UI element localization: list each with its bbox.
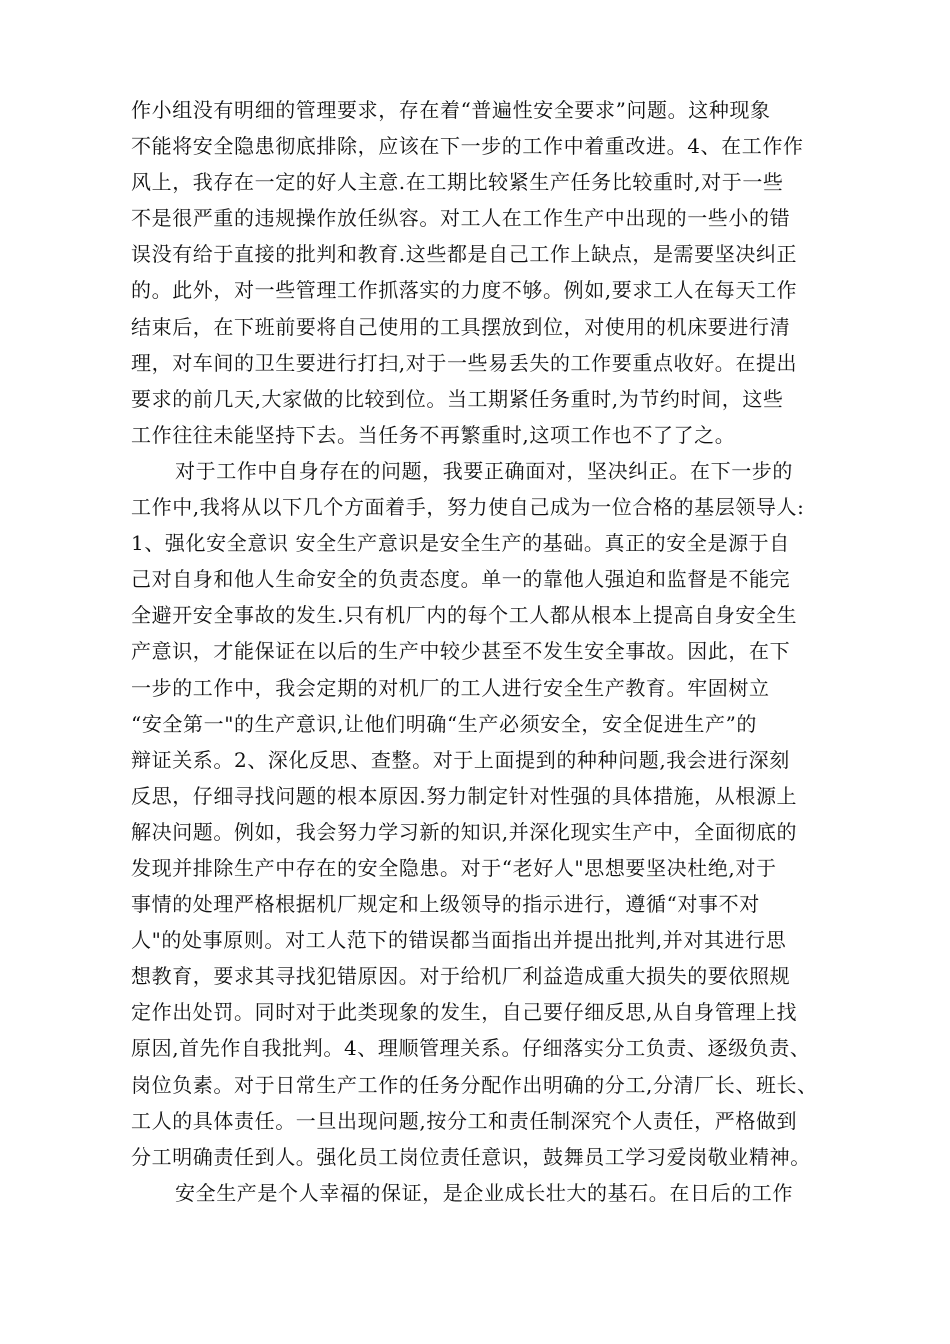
text-line: 产意识，才能保证在以后的生产中较少甚至不发生安全事故。因此，在下 [131, 639, 791, 664]
text-line: 全避开安全事故的发生.只有机厂内的每个工人都从根本上提高自身安全生 [131, 603, 798, 628]
text-line: 工作中,我将从以下几个方面着手，努力使自己成为一位合格的基层领导人: [131, 495, 805, 520]
text-line: “安全第一"的生产意识,让他们明确“生产必须安全，安全促进生产”的 [131, 711, 758, 736]
text-line: 分工明确责任到人。强化员工岗位责任意识，鼓舞员工学习爱岗敬业精神。 [131, 1144, 811, 1169]
text-line: 的。此外，对一些管理工作抓落实的力度不够。例如,要求工人在每天工作 [131, 278, 798, 303]
text-line: 不是很严重的违规操作放任纵容。对工人在工作生产中出现的一些小的错 [131, 206, 791, 231]
text-line: 解决问题。例如，我会努力学习新的知识,并深化现实生产中，全面彻底的 [131, 819, 798, 844]
text-line: 工人的具体责任。一旦出现问题,按分工和责任制深究个人责任，严格做到 [131, 1108, 798, 1133]
text-line: 不能将安全隐患彻底排除，应该在下一步的工作中着重改进。4、在工作作 [131, 134, 804, 159]
text-line: 理，对车间的卫生要进行打扫,对于一些易丢失的工作要重点收好。在提出 [131, 350, 798, 375]
text-line: 事情的处理严格根据机厂规定和上级领导的指示进行，遵循“对事不对 [131, 892, 760, 917]
text-line: 己对自身和他人生命安全的负责态度。单一的靠他人强迫和监督是不能完 [131, 567, 791, 592]
text-line: 发现并排除生产中存在的安全隐患。对于“老好人"思想要坚决杜绝,对于 [131, 855, 777, 880]
text-line: 结束后，在下班前要将自己使用的工具摆放到位，对使用的机床要进行清 [131, 314, 791, 339]
text-line: 定作出处罚。同时对于此类现象的发生，自己要仔细反思,从自身管理上找 [131, 1000, 798, 1025]
text-line: 对于工作中自身存在的问题，我要正确面对，坚决纠正。在下一步的 [175, 458, 793, 483]
text-line: 一步的工作中，我会定期的对机厂的工人进行安全生产教育。牢固树立 [131, 675, 770, 700]
text-line: 安全生产是个人幸福的保证，是企业成长壮大的基石。在日后的工作 [175, 1180, 793, 1205]
text-line: 辩证关系。2、深化反思、查整。对于上面提到的种种问题,我会进行深刻 [131, 747, 790, 772]
text-line: 岗位负素。对于日常生产工作的任务分配作出明确的分工,分清厂长、班长、 [131, 1072, 818, 1097]
text-line: 1、强化安全意识 安全生产意识是安全生产的基础。真正的安全是源于自 [131, 531, 790, 556]
text-line: 原因,首先作自我批判。4、理顺管理关系。仔细落实分工负责、逐级负责、 [131, 1036, 811, 1061]
text-line: 反思，仔细寻找问题的根本原因.努力制定针对性强的具体措施，从根源上 [131, 783, 798, 808]
text-line: 误没有给于直接的批判和教育.这些都是自己工作上缺点，是需要坚决纠正 [131, 242, 798, 267]
text-line: 工作往往未能坚持下去。当任务不再繁重时,这项工作也不了了之。 [131, 422, 736, 447]
text-line: 想教育，要求其寻找犯错原因。对于给机厂利益造成重大损失的要依照规 [131, 964, 791, 989]
text-line: 人"的处事原则。对工人范下的错误都当面指出并提出批判,并对其进行思 [131, 928, 787, 953]
text-line: 风上，我存在一定的好人主意.在工期比较紧生产任务比较重时,对于一些 [131, 170, 784, 195]
text-line: 要求的前几天,大家做的比较到位。当工期紧任务重时,为节约时间，这些 [131, 386, 784, 411]
text-line: 作小组没有明细的管理要求，存在着“普遍性安全要求”问题。这种现象 [131, 98, 771, 122]
document-body [131, 92, 871, 1211]
